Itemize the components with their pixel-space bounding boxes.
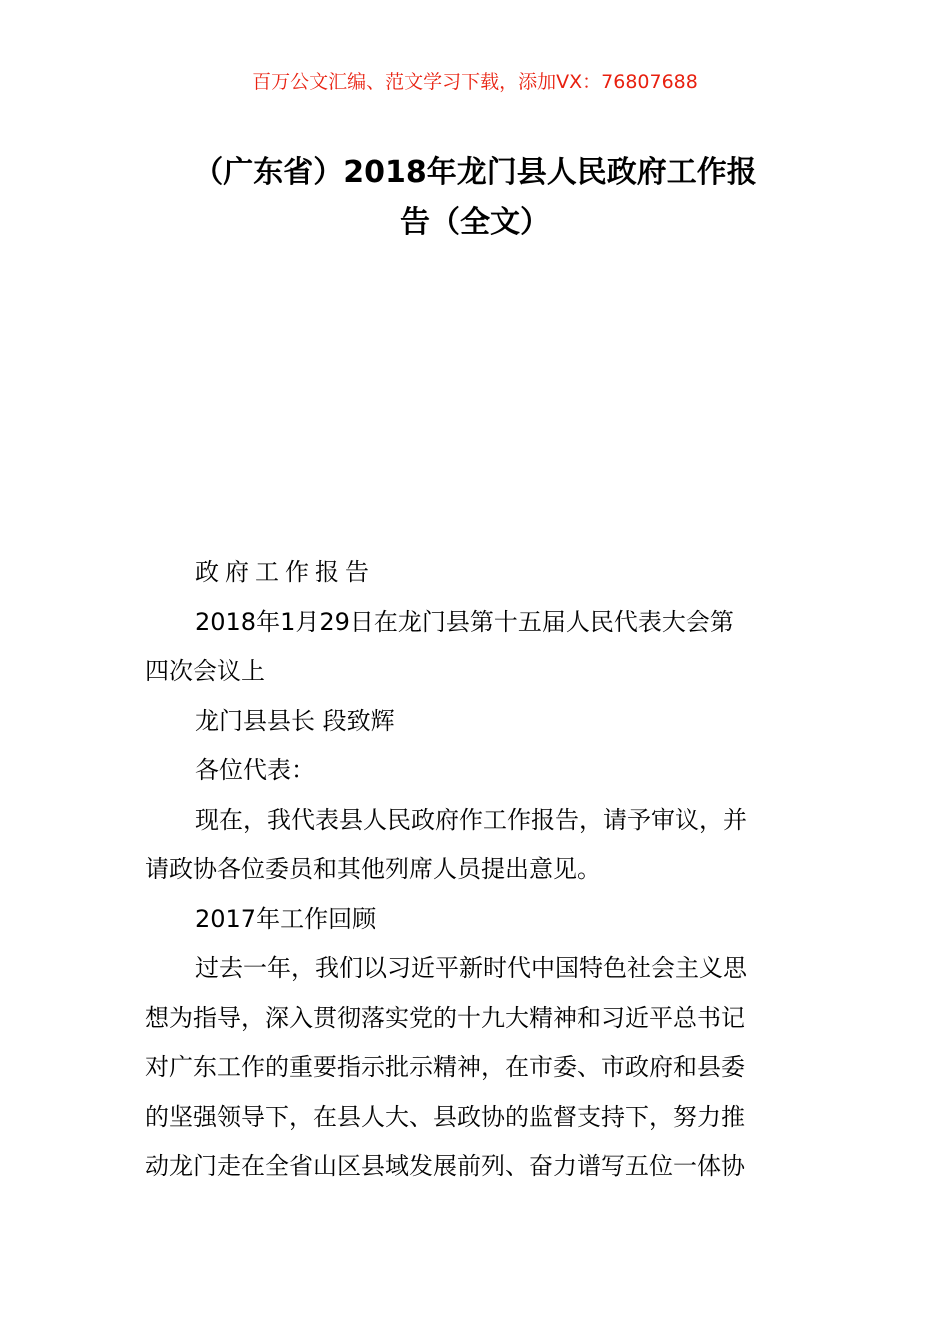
document-title [140, 148, 810, 248]
document-title-line-2: 告（全文） [400, 205, 550, 240]
review-paragraph-line-5: 动龙门走在全省山区县域发展前列、奋力谱写五位一体协 [145, 1152, 745, 1180]
intro-paragraph-line-1: 现在，我代表县人民政府作工作报告，请予审议，并 [195, 805, 747, 834]
review-paragraph-line-1: 过去一年，我们以习近平新时代中国特色社会主义思 [195, 954, 747, 982]
review-paragraph-line-4: 的坚强领导下，在县人大、县政协的监督支持下，努力推 [145, 1102, 745, 1131]
meeting-info-line-1: 2018年1月29日在龙门县第十五届人民代表大会第 [195, 607, 734, 636]
intro-paragraph-line-2: 请政协各位委员和其他列席人员提出意见。 [145, 855, 601, 883]
document-title-line-1: （广东省）2018年龙门县人民政府工作报 [193, 155, 757, 190]
speaker-line: 龙门县县长 段致辉 [195, 706, 395, 735]
salutation: 各位代表： [195, 756, 315, 784]
document-body [145, 548, 810, 1192]
meeting-info-line-2: 四次会议上 [145, 657, 265, 685]
report-heading: 政府工作报告 [195, 558, 375, 586]
review-paragraph-line-2: 想为指导，深入贯彻落实党的十九大精神和习近平总书记 [145, 1003, 745, 1032]
review-paragraph-line-3: 对广东工作的重要指示批示精神，在市委、市政府和县委 [145, 1053, 745, 1081]
section-heading: 2017年工作回顾 [195, 904, 377, 933]
header-note: 百万公文汇编、范文学习下载，添加VX：76807688 [252, 71, 698, 93]
